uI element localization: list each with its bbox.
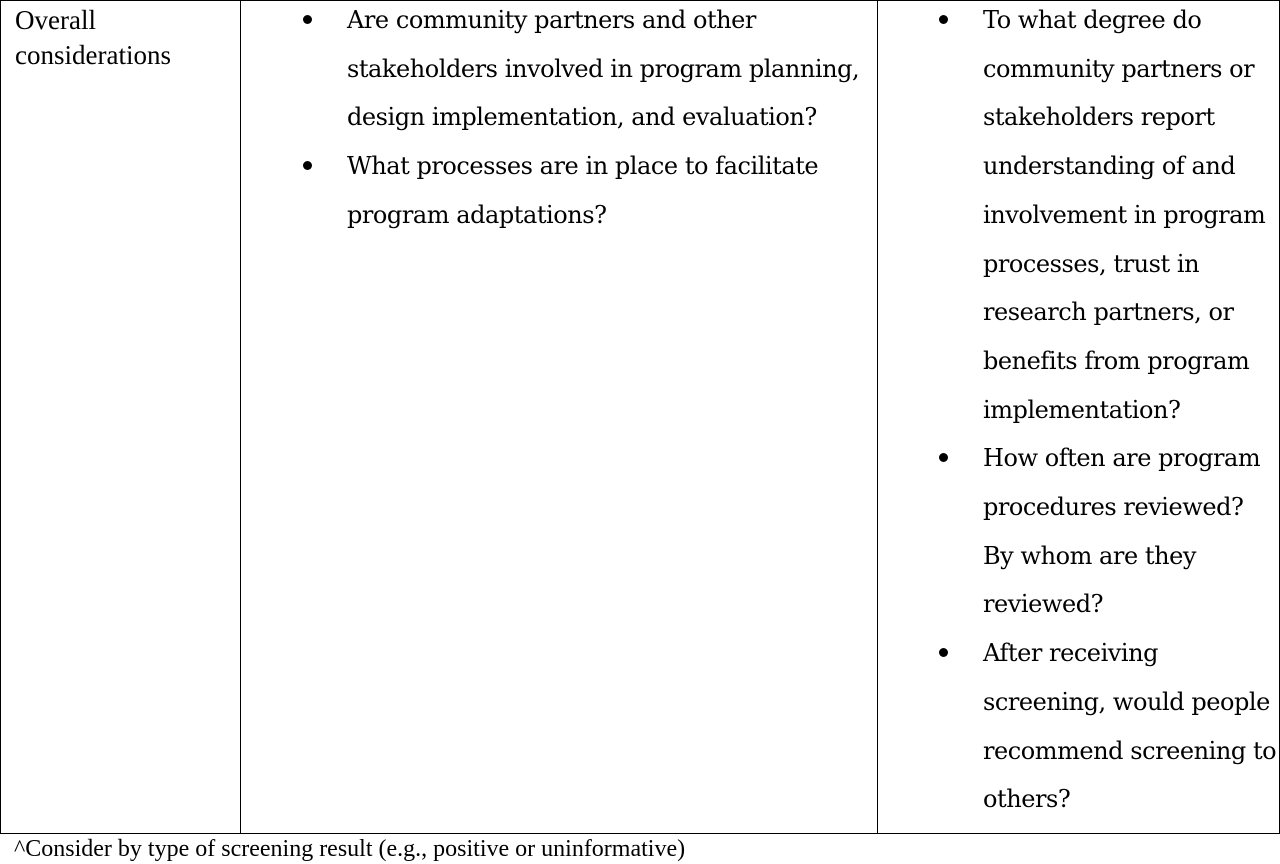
list-item [878,434,1278,629]
outcome-questions-list [878,0,1278,824]
list-item-line: program adaptations? [347,200,607,229]
bullet-icon [303,15,312,24]
row-label-line: Overall [15,5,96,35]
process-questions-cell [240,1,877,833]
list-item-line: benefits from program [983,346,1250,375]
list-item-line: screening, would people [983,687,1270,716]
list-item-line: To what degree do [983,6,1202,34]
row-label-cell [1,1,240,833]
list-item [878,0,1278,434]
list-item-line: By whom are they [983,541,1196,570]
list-item [241,0,871,142]
process-questions-list [241,0,871,240]
bullet-icon [939,453,948,462]
list-item-line: stakeholders report [983,103,1215,132]
bullet-icon [303,161,312,170]
list-item-line: What processes are in place to facilitate [347,152,819,181]
list-item-line: understanding of and [983,152,1236,181]
list-item-line: stakeholders involved in program planning, [347,54,860,83]
list-item-line: involvement in program [983,200,1266,229]
list-item-line: reviewed? [983,590,1104,619]
list-item-line: recommend screening to [983,736,1277,765]
outcome-questions-cell [877,1,1279,833]
list-item-line: procedures reviewed? [983,493,1244,522]
list-item-line: Are community partners and other [347,6,756,34]
list-item-line: community partners or [983,54,1255,83]
list-item-line: others? [983,785,1071,814]
list-item-line: After receiving [983,639,1159,668]
list-item [878,629,1278,824]
row-label [15,3,235,73]
bullet-icon [939,15,948,24]
list-item-line: research partners, or [983,298,1234,327]
list-item-line: processes, trust in [983,249,1200,278]
list-item-line: design implementation, and evaluation? [347,103,817,132]
bullet-icon [939,648,948,657]
list-item [241,142,871,239]
list-item-line: How often are program [983,444,1261,473]
footnote: ^Consider by type of screening result (e.g., positive or uninformative) [14,836,686,862]
row-label-line: considerations [15,40,171,70]
list-item-line: implementation? [983,395,1181,424]
